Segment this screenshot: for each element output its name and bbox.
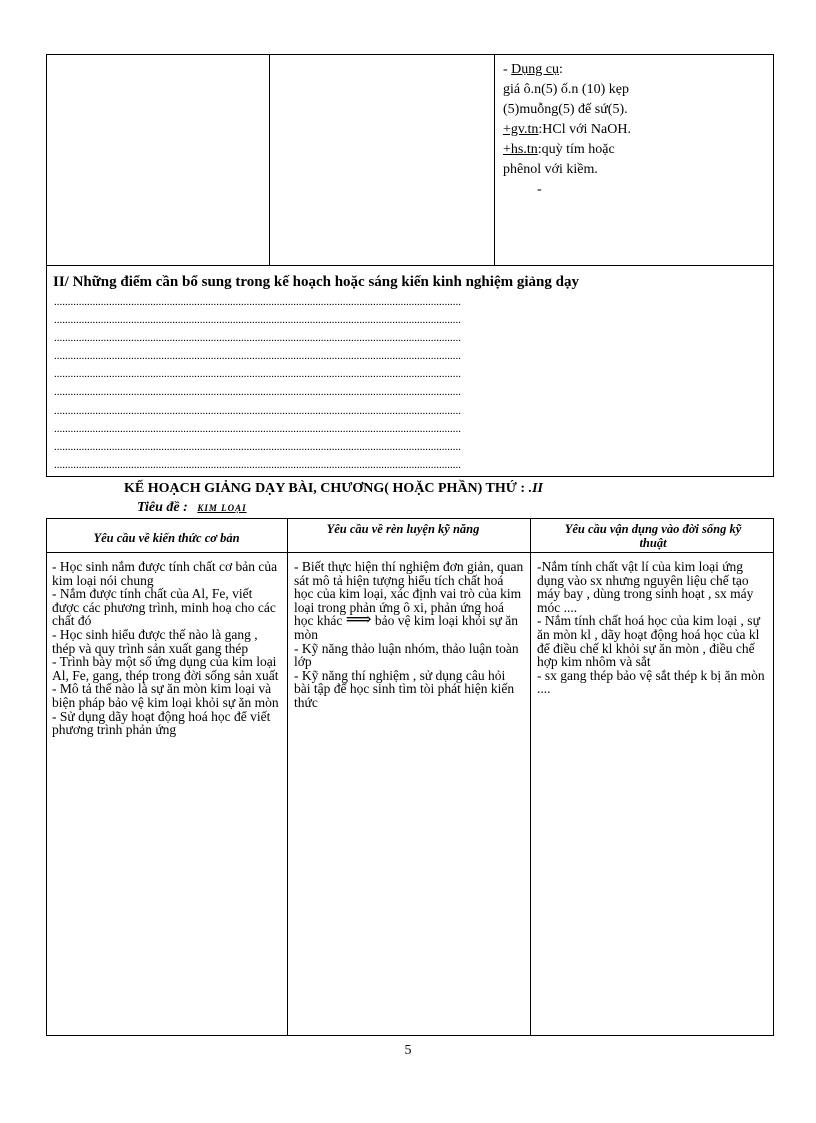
dot-line: .................................................................................................................................................... [54,386,461,399]
dot-line: .................................................................................................................................................... [54,422,461,435]
column-header-application: Yêu cầu vận dụng vào đời sống kỹ thuật [564,522,742,550]
tools-gv: +gv.tn:HCl với NaOH. [503,122,631,137]
list-item: - sx gang thép bảo vệ sắt thép k bị ăn mòn .... [537,667,765,697]
list-item: - Học sinh hiểu được thế nào là gang , thép và quy trình sản xuất gang thép [52,626,258,656]
tools-line-5: phênol với kiềm. [503,162,598,177]
list-item: - Mô tả thế nào là sự ăn mòn kim loại và biện pháp bảo vệ kim loại khỏi sự ăn mòn [52,681,279,710]
list-item: - Kỹ năng thí nghiệm , sử dụng câu hỏi bài tập để học sinh tìm tòi phát hiện kiến thức [294,667,515,710]
plan-table-divider-1 [287,518,288,1036]
application-column [537,560,769,696]
tools-label: Dụng cụ [511,62,559,77]
dot-line: .................................................................................................................................................... [54,314,461,327]
list-item: - Nắm được tính chất của Al, Fe, viết được các phương trình, minh hoạ cho các chất đó [52,586,276,629]
top-table-divider-1 [269,54,270,266]
column-header-skills: Yêu cầu về rèn luyện kỹ năng [326,522,480,536]
list-item: - Sử dụng dãy hoạt động hoá học để viết phương trình phản ứng [52,708,271,738]
plan-table-divider-2 [530,518,531,1036]
column-header-knowledge: Yêu cầu về kiến thức cơ bản [93,531,240,545]
tools-cell [503,60,768,200]
list-item: - Nắm tính chất hoá học của kim loại , sự ăn mòn kl , dãy hoạt động hoá học của kl để điều chế kl khỏi sự ăn mòn , điều chế hợp kim nhôm và sắt [537,613,760,670]
tools-heading: - Dụng cụ: [503,62,563,77]
knowledge-column [52,560,282,737]
list-item: -Nắm tính chất vật lí của kim loại ứng dụng vào sx nhưng nguyên liệu chế tạo máy bay , dùng trong sinh hoạt , sx máy móc .... [537,559,754,615]
dot-line: .................................................................................................................................................... [54,404,461,417]
list-item: - Biết thực hiện thí nghiệm đơn giản, quan sát mô tả hiện tượng hiểu tích chất hoá học của kim loại, xác định vai trò của kim loại trong phản ứng ô xi, phản ứng hoá học khác ⟹ bảo vệ kim loại khỏi sự ăn mòn [294,559,524,642]
tools-dash: - [537,182,542,197]
plan-subtitle: Tiêu đề : KIM LOẠI [137,500,247,515]
page-number: 5 [404,1043,412,1058]
plan-table-header-rule [46,552,774,553]
plan-heading: KẾ HOẠCH GIẢNG DẠY BÀI, CHƯƠNG( HOẶC PHẦN) THỨ : .II [124,481,543,496]
section-2-title: II/ Những điểm cần bổ sung trong kế hoạch hoặc sáng kiến kinh nghiệm giảng dạy [53,274,579,290]
top-table-divider-2 [494,54,495,266]
list-item: - Trình bày một số ứng dụng của kim loại Al, Fe, gang, thép trong đời sống sản xuất [52,654,279,683]
implies-arrow-icon: ⟹ [345,609,372,630]
section-2-dot-lines [54,296,768,472]
dot-line: .................................................................................................................................................... [54,458,461,471]
list-item: - Kỹ năng thảo luận nhóm, thảo luận toàn lớp [294,640,519,670]
dot-line: .................................................................................................................................................... [54,368,461,381]
dot-line: .................................................................................................................................................... [54,440,461,453]
dot-line: .................................................................................................................................................... [54,350,461,363]
tools-line-1: giá ô.n(5) ố.n (10) kẹp [503,82,629,97]
plan-subtitle-value: KIM LOẠI [197,503,247,513]
dot-line: .................................................................................................................................................... [54,332,461,345]
skills-column [294,560,524,710]
dot-line: .................................................................................................................................................... [54,296,461,308]
tools-line-2: (5)muỗng(5) đế sứ(5). [503,102,628,117]
list-item: - Học sinh nắm được tính chất cơ bản của kim loại nói chung [52,559,278,588]
tools-hs: +hs.tn:quỳ tím hoặc [503,142,615,157]
